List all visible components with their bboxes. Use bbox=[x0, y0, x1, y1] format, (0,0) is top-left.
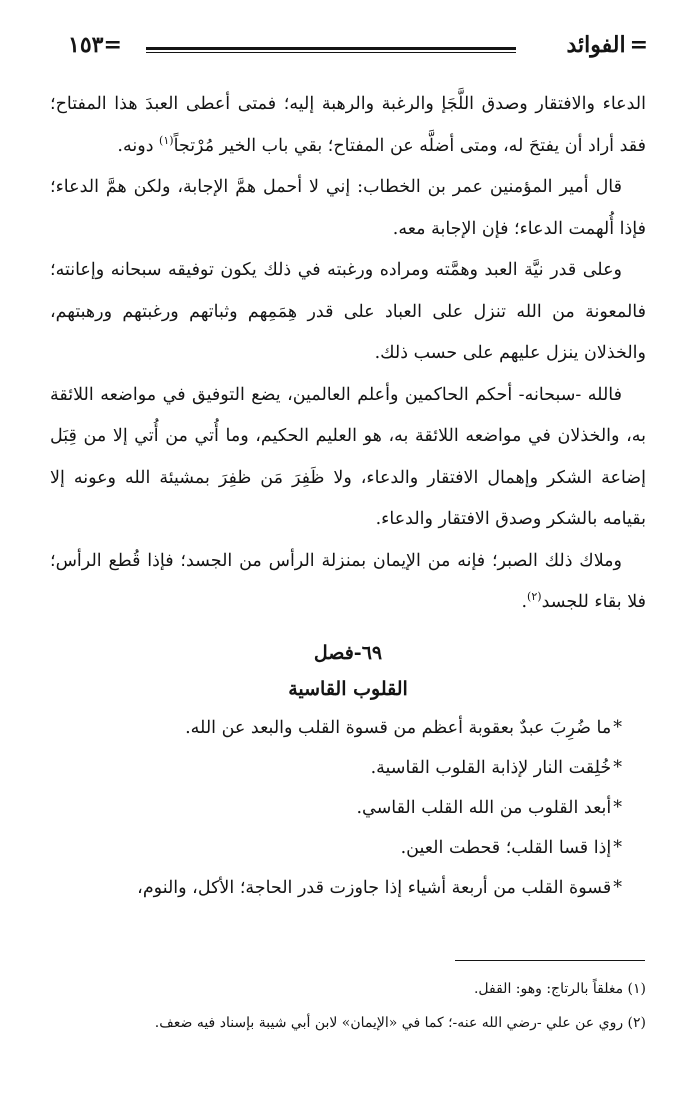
asterisk-icon: * bbox=[613, 837, 622, 858]
list-item bbox=[50, 828, 646, 868]
bullet-list bbox=[50, 708, 646, 908]
paragraph-3: وعلى قدر نيَّة العبد وهمَّته ومراده ورغبته في ذلك يكون توفيقه سبحانه وإعانته؛ فالمعونة من الله تنزل على العباد على قدر هِمَمِهم وثباتهم ورغبتهم ورهبتهم، والخذلان ينزل عليهم على حسب ذلك. bbox=[50, 260, 646, 363]
asterisk-icon: * bbox=[613, 717, 622, 738]
asterisk-icon: * bbox=[613, 757, 622, 778]
header-rule-thin bbox=[146, 52, 516, 53]
header-rule bbox=[146, 47, 516, 50]
footnote-1: (١) مغلقاً بالرتاج: وهو: القفل. bbox=[473, 981, 646, 997]
list-item-text: أبعد القلوب من الله القلب القاسي. bbox=[356, 797, 612, 818]
list-item-text: إذا قسا القلب؛ قحطت العين. bbox=[400, 837, 612, 858]
book-title bbox=[566, 32, 648, 58]
header-dash: = bbox=[629, 32, 648, 58]
footnote-divider bbox=[455, 960, 645, 961]
asterisk-icon: * bbox=[613, 797, 622, 818]
list-item bbox=[50, 788, 646, 828]
paragraph-5-end: . bbox=[521, 592, 528, 612]
paragraph-1-text: الدعاء والافتقار وصدق اللَّجَإ والرغبة والرهبة إليه؛ فمتى أعطى العبدَ هذا المفتاح؛ فقد أراد أن يفتحَ له، ومتى أضلَّه عن المفتاح؛ بقي باب الخير مُرْتجاً bbox=[50, 94, 646, 156]
paragraph-4: فالله -سبحانه- أحكم الحاكمين وأعلم العالمين، يضع التوفيق في مواضعه اللائقة به، والخذلان في مواضعه اللائقة به، هو العليم الحكيم، وما أُتي من أُتي إلا من قِبَل إضاعة الشكر وإهمال الافتقار والدعاء، ولا ظَفِرَ مَن ظفِرَ بمشيئة الله وعونه إلا بقيامه بالشكر وصدق الافتقار والدعاء. bbox=[50, 384, 646, 529]
page-number-dash: = bbox=[103, 32, 122, 58]
asterisk-icon: * bbox=[613, 877, 622, 898]
paragraph-5 bbox=[50, 541, 646, 624]
book-title-text: الفوائد bbox=[566, 32, 626, 58]
footnote-ref-1: (١) bbox=[159, 133, 174, 147]
paragraph-1-end: دونه. bbox=[117, 135, 160, 156]
footnote-2: (٢) روي عن علي -رضي الله عنه-؛ كما في «الإيمان» لابن أبي شيبة بإسناد فيه ضعف. bbox=[154, 1015, 646, 1031]
list-item-text: خُلِقت النار لإذابة القلوب القاسية. bbox=[370, 757, 612, 778]
paragraph-2: قال أمير المؤمنين عمر بن الخطاب: إني لا أحمل همَّ الإجابة، ولكن همَّ الدعاء؛ فإذا أُلهمت الدعاء؛ فإن الإجابة معه. bbox=[50, 177, 646, 239]
page-number bbox=[68, 32, 126, 58]
page-number-text: ١٥٣ bbox=[68, 32, 104, 58]
running-header bbox=[68, 30, 648, 66]
list-item bbox=[50, 708, 646, 748]
section-title: القلوب القاسية bbox=[288, 677, 408, 700]
paragraph-1 bbox=[50, 84, 646, 167]
list-item bbox=[50, 868, 646, 908]
section-number: ٦٩-فصل bbox=[313, 641, 383, 664]
list-item-text: ما ضُرِبَ عبدٌ بعقوبة أعظم من قسوة القلب والبعد عن الله. bbox=[185, 717, 612, 738]
list-item-text: قسوة القلب من أربعة أشياء إذا جاوزت قدر الحاجة؛ الأكل، والنوم، bbox=[137, 877, 612, 898]
footnote-ref-2: (٢) bbox=[527, 590, 542, 604]
footnotes bbox=[60, 972, 646, 1040]
paragraph-5-text: وملاك ذلك الصبر؛ فإنه من الإيمان بمنزلة الرأس من الجسد؛ فإذا قُطع الرأس؛ فلا بقاء للجسد bbox=[50, 550, 646, 612]
list-item bbox=[50, 748, 646, 788]
main-text bbox=[50, 84, 646, 908]
